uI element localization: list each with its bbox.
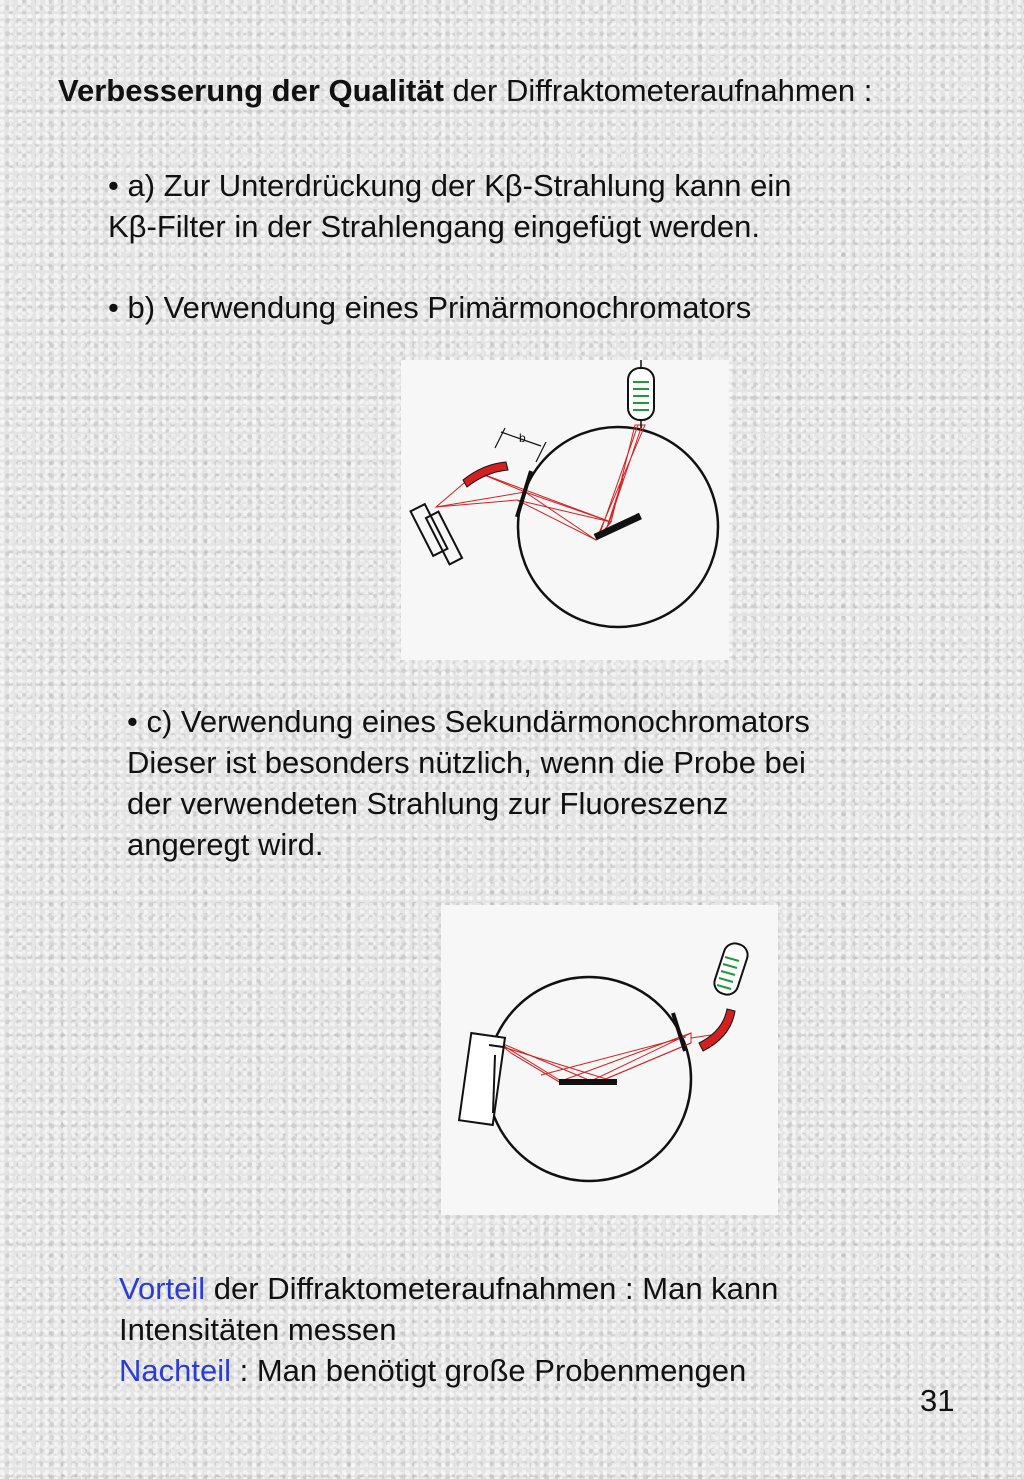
item-c-line-4: angeregt wird.: [127, 827, 324, 862]
detector-tube: [712, 941, 751, 998]
summary: [119, 1268, 778, 1391]
x-ray-tube: [459, 1033, 505, 1125]
secondary-monochromator-diagram: [441, 905, 778, 1215]
advantage-text-1: der Diffraktometeraufnahmen : Man kann: [205, 1271, 779, 1306]
receiving-slit: [673, 1013, 685, 1051]
item-c-line-2: Dieser ist besonders nützlich, wenn die Probe bei: [127, 745, 806, 780]
item-a-line-2: Kβ-Filter in der Strahlengang eingefügt werden.: [108, 209, 760, 244]
detector-tube: [628, 360, 654, 428]
primary-monochromator-diagram: [401, 360, 729, 660]
item-c-line-3: der verwendeten Strahlung zur Fluoreszenz: [127, 786, 729, 821]
disadvantage-label: Nachteil: [119, 1353, 231, 1388]
disadvantage-line: [119, 1350, 778, 1391]
sample-holder: [594, 513, 642, 540]
beam-paths: [496, 1033, 711, 1083]
bullet-item-c: [127, 701, 810, 865]
monochromator-crystal: [699, 1009, 735, 1051]
receiving-slit: [517, 471, 531, 517]
advantage-text-2: Intensitäten messen: [119, 1312, 397, 1347]
advantage-line-1: [119, 1268, 778, 1309]
page-number: 31: [920, 1383, 955, 1418]
x-ray-tube: [411, 504, 463, 564]
bullet-item-a: [108, 165, 791, 247]
monochromator-crystal: [463, 462, 508, 487]
item-a-line-1: • a) Zur Unterdrückung der Kβ-Strahlung kann ein: [108, 168, 792, 203]
bullet-item-b: [108, 287, 751, 328]
item-b-line-1: • b) Verwendung eines Primärmonochromators: [108, 290, 752, 325]
title-rest: der Diffraktometeraufnahmen :: [443, 73, 873, 108]
sample-holder: [559, 1079, 617, 1085]
disadvantage-text: : Man benötigt große Probenmengen: [231, 1353, 747, 1388]
advantage-label: Vorteil: [119, 1271, 206, 1306]
title-bold: Verbesserung der Qualität: [58, 73, 444, 108]
page-title: [58, 70, 872, 111]
dimension-label: b: [519, 431, 526, 445]
item-c-line-1: • c) Verwendung eines Sekundärmonochromators: [127, 704, 810, 739]
